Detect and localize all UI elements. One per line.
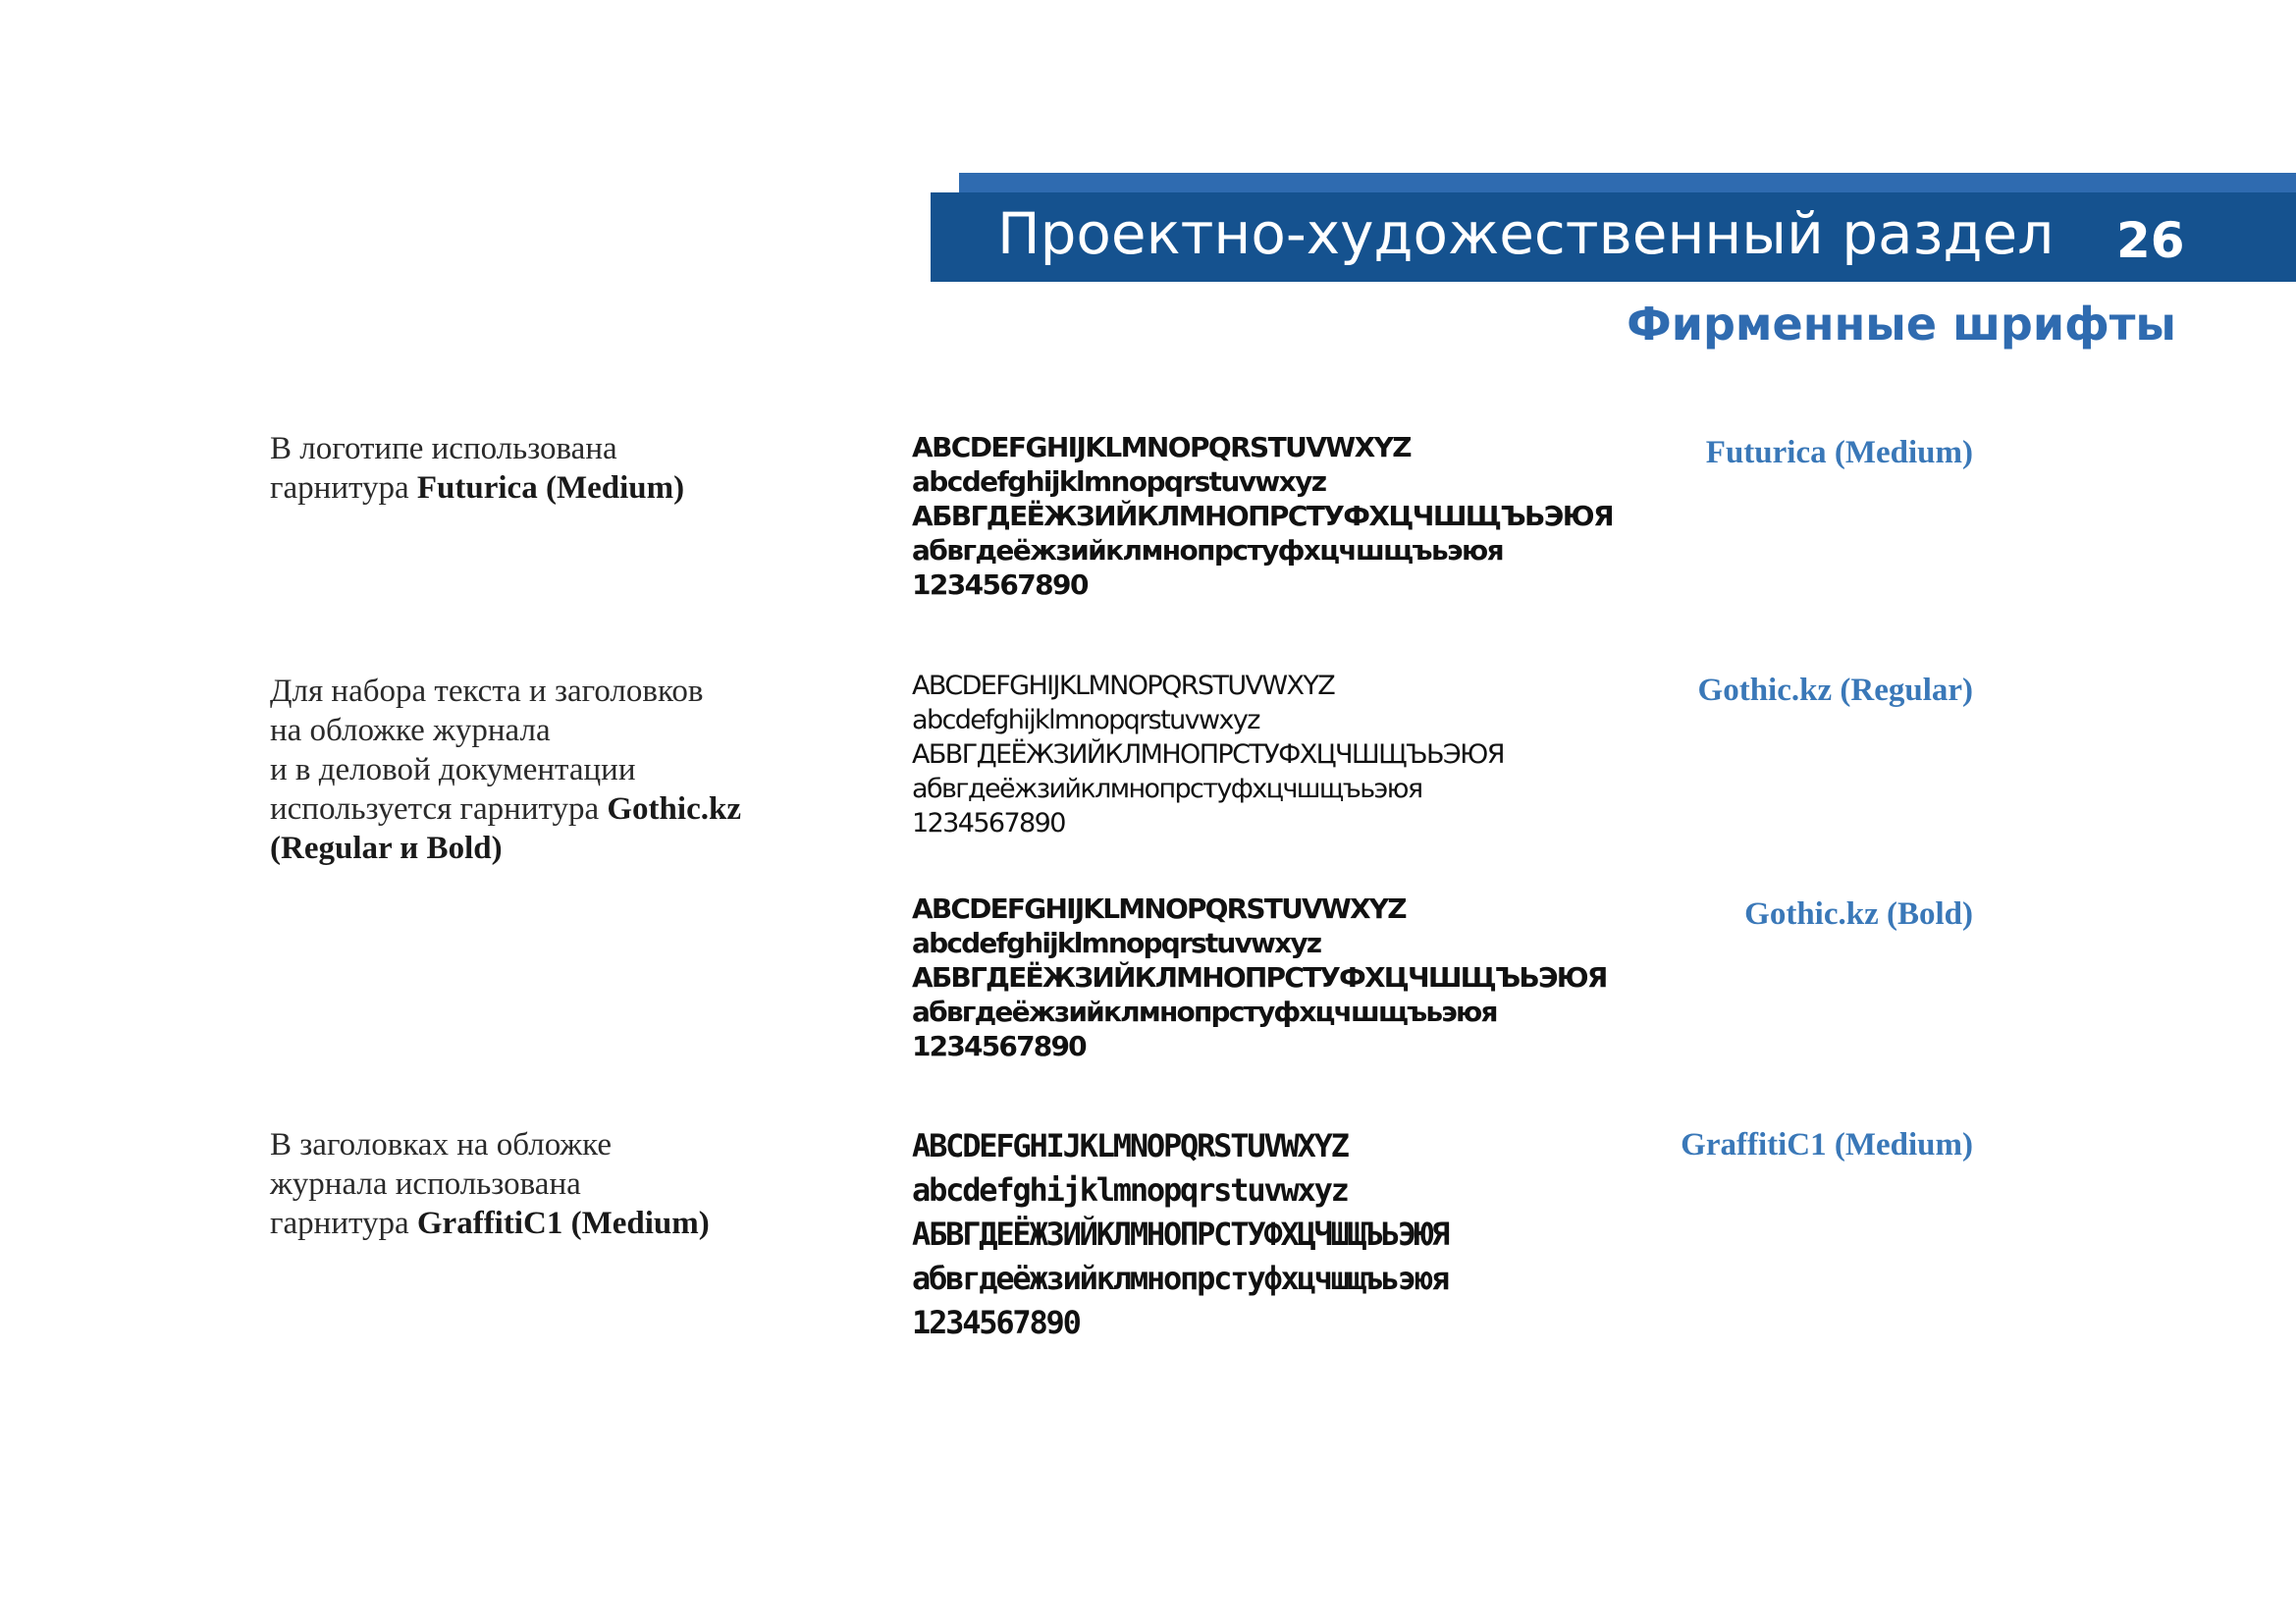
gothic-bold-specimen: [912, 892, 1607, 1063]
section-subtitle: Фирменные шрифты: [1627, 298, 2176, 351]
specimen-upper-latin: ABCDEFGHIJKLMNOPQRSTUVWXYZ: [912, 671, 1335, 701]
description-line: используется гарнитура Gothic.kz: [270, 791, 741, 827]
gothic-regular-label: Gothic.kz (Regular): [1697, 673, 1973, 708]
gothic-regular-specimen: [912, 669, 1504, 840]
specimen-lower-cyrillic: абвгдеёжзийклмнопрстуфхцчшщъьэюя: [912, 996, 1497, 1028]
specimen-lower-latin: abcdefghijklmnopqrstuvwxyz: [912, 465, 1326, 498]
description-line: В логотипе использована: [270, 431, 617, 466]
specimen-upper-latin: ABCDEFGHIJKLMNOPQRSTUVWXYZ: [912, 431, 1411, 463]
gothic-description: [270, 672, 741, 868]
specimen-upper-cyrillic: АБВГДЕЁЖЗИЙКЛМНОПРСТУФХЦЧШЩЪЬЭЮЯ: [912, 1216, 1449, 1253]
description-line: гарнитура Futurica (Medium): [270, 470, 685, 506]
specimen-lower-cyrillic: абвгдеёжзийклмнопрстуфхцчшщъьэюя: [912, 1260, 1449, 1297]
specimen-lower-cyrillic: абвгдеёжзийклмнопрстуфхцчшщъьэюя: [912, 534, 1504, 567]
description-line: (Regular и Bold): [270, 831, 503, 866]
futurica-label: Futurica (Medium): [1705, 435, 1973, 470]
specimen-upper-cyrillic: АБВГДЕЁЖЗИЙКЛМНОПРСТУФХЦЧШЩЪЬЭЮЯ: [912, 961, 1607, 994]
specimen-digits: 1234567890: [912, 568, 1088, 601]
description-line: В заголовках на обложке: [270, 1127, 613, 1163]
specimen-lower-latin: abcdefghijklmnopqrstuvwxyz: [912, 927, 1321, 959]
specimen-digits: 1234567890: [912, 1304, 1080, 1341]
specimen-lower-latin: abcdefghijklmnopqrstuvwxyz: [912, 1171, 1348, 1209]
graffiti-specimen: [912, 1124, 1448, 1345]
page-number: 26: [2116, 212, 2185, 269]
specimen-upper-cyrillic: АБВГДЕЁЖЗИЙКЛМНОПРСТУФХЦЧШЩЪЬЭЮЯ: [912, 500, 1613, 532]
description-line: гарнитура GraffitiC1 (Medium): [270, 1206, 710, 1241]
specimen-digits: 1234567890: [912, 808, 1065, 839]
futurica-description: [270, 429, 684, 508]
specimen-lower-cyrillic: абвгдеёжзийклмнопрстуфхцчшщъьэюя: [912, 774, 1422, 804]
header-accent-strip: [959, 173, 2296, 194]
gothic-bold-label: Gothic.kz (Bold): [1744, 896, 1973, 932]
page-title: Проектно-художественный раздел: [997, 200, 2055, 267]
specimen-upper-cyrillic: АБВГДЕЁЖЗИЙКЛМНОПРСТУФХЦЧШЩЪЬЭЮЯ: [912, 739, 1504, 770]
specimen-upper-latin: ABCDEFGHIJKLMNOPQRSTUVWXYZ: [912, 1127, 1348, 1164]
futurica-specimen: [912, 430, 1613, 602]
description-line: журнала использована: [270, 1166, 581, 1202]
specimen-lower-latin: abcdefghijklmnopqrstuvwxyz: [912, 705, 1259, 735]
graffiti-label: GraffitiC1 (Medium): [1681, 1127, 1973, 1163]
specimen-digits: 1234567890: [912, 1030, 1086, 1062]
description-line: и в деловой документации: [270, 752, 636, 787]
graffiti-description: [270, 1125, 710, 1243]
specimen-upper-latin: ABCDEFGHIJKLMNOPQRSTUVWXYZ: [912, 893, 1406, 925]
description-line: Для набора текста и заголовков: [270, 674, 704, 709]
description-line: на обложке журнала: [270, 713, 551, 748]
